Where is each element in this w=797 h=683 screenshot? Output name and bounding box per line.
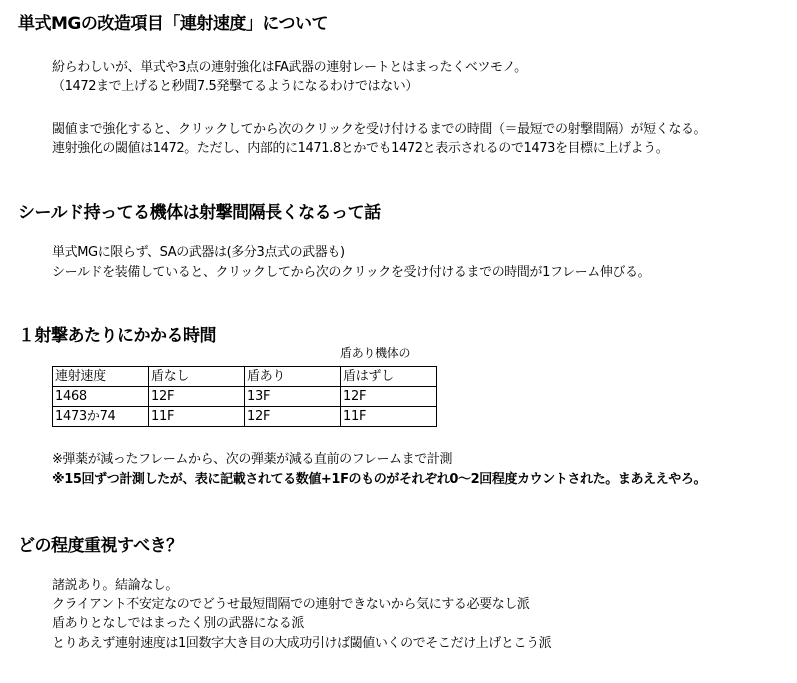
section-title-time-per-shot: １射撃あたりにかかる時間 [18, 326, 216, 346]
table-caption: 盾あり機体の [340, 346, 411, 360]
table-cell: 1473か74 [53, 407, 149, 427]
paragraph-line: とりあえず連射速度は1回数字大き目の大成功引けば閾値いくのでそこだけ上げとこう派 [52, 636, 552, 651]
paragraph-line: 盾ありとなしではまったく別の武器になる派 [52, 616, 305, 631]
paragraph-line: （1472まで上げると秒間7.5発撃てるようになるわけではない） [52, 79, 418, 94]
paragraph-line: 閾値まで強化すると、クリックしてから次のクリックを受け付けるまでの時間（＝最短での射撃間隔）が短くなる。 [52, 122, 707, 137]
table-row [53, 407, 437, 427]
table-cell: 11F [341, 407, 437, 427]
table-header-cell: 盾はずし [341, 367, 437, 387]
section-title-rate-of-fire: 単式MGの改造項目「連射速度」について [18, 14, 329, 34]
table-cell: 13F [245, 387, 341, 407]
table-cell: 12F [149, 387, 245, 407]
table-cell: 12F [341, 387, 437, 407]
paragraph-line: 諸説あり。結論なし。 [52, 578, 179, 593]
section-title-priority: どの程度重視すべき？ [18, 536, 183, 556]
section-title-shield: シールド持ってる機体は射撃間隔長くなるって話 [18, 203, 381, 223]
paragraph-line: クライアント不安定なのでどうせ最短間隔での連射できないから気にする必要なし派 [52, 597, 530, 612]
paragraph-line: 紛らわしいが、単式や3点の連射強化はFA武器の連射レートとはまったくベツモノ。 [52, 60, 527, 75]
table-header-row [53, 367, 437, 387]
paragraph-line: 単式MGに限らず、SAの武器は(多分3点式の武器も) [52, 245, 345, 260]
table-cell: 1468 [53, 387, 149, 407]
table-cell: 12F [245, 407, 341, 427]
paragraph-line: 連射強化の閾値は1472。ただし、内部的に1471.8とかでも1472と表示されるので1473を目標に上げよう。 [52, 141, 669, 156]
table-header-cell: 連射速度 [53, 367, 149, 387]
note-line: ※弾薬が減ったフレームから、次の弾薬が減る直前のフレームまで計測 [52, 452, 453, 467]
table-row [53, 387, 437, 407]
note-line: ※15回ずつ計測したが、表に記載されてる数値+1Fのものがそれぞれ0～2回程度カウントされた。まあええやろ。 [52, 472, 707, 487]
table-header-cell: 盾なし [149, 367, 245, 387]
table-cell: 11F [149, 407, 245, 427]
paragraph-line: シールドを装備していると、クリックしてから次のクリックを受け付けるまでの時間が1フレーム伸びる。 [52, 265, 651, 280]
frame-table [52, 366, 437, 427]
table-header-cell: 盾あり [245, 367, 341, 387]
